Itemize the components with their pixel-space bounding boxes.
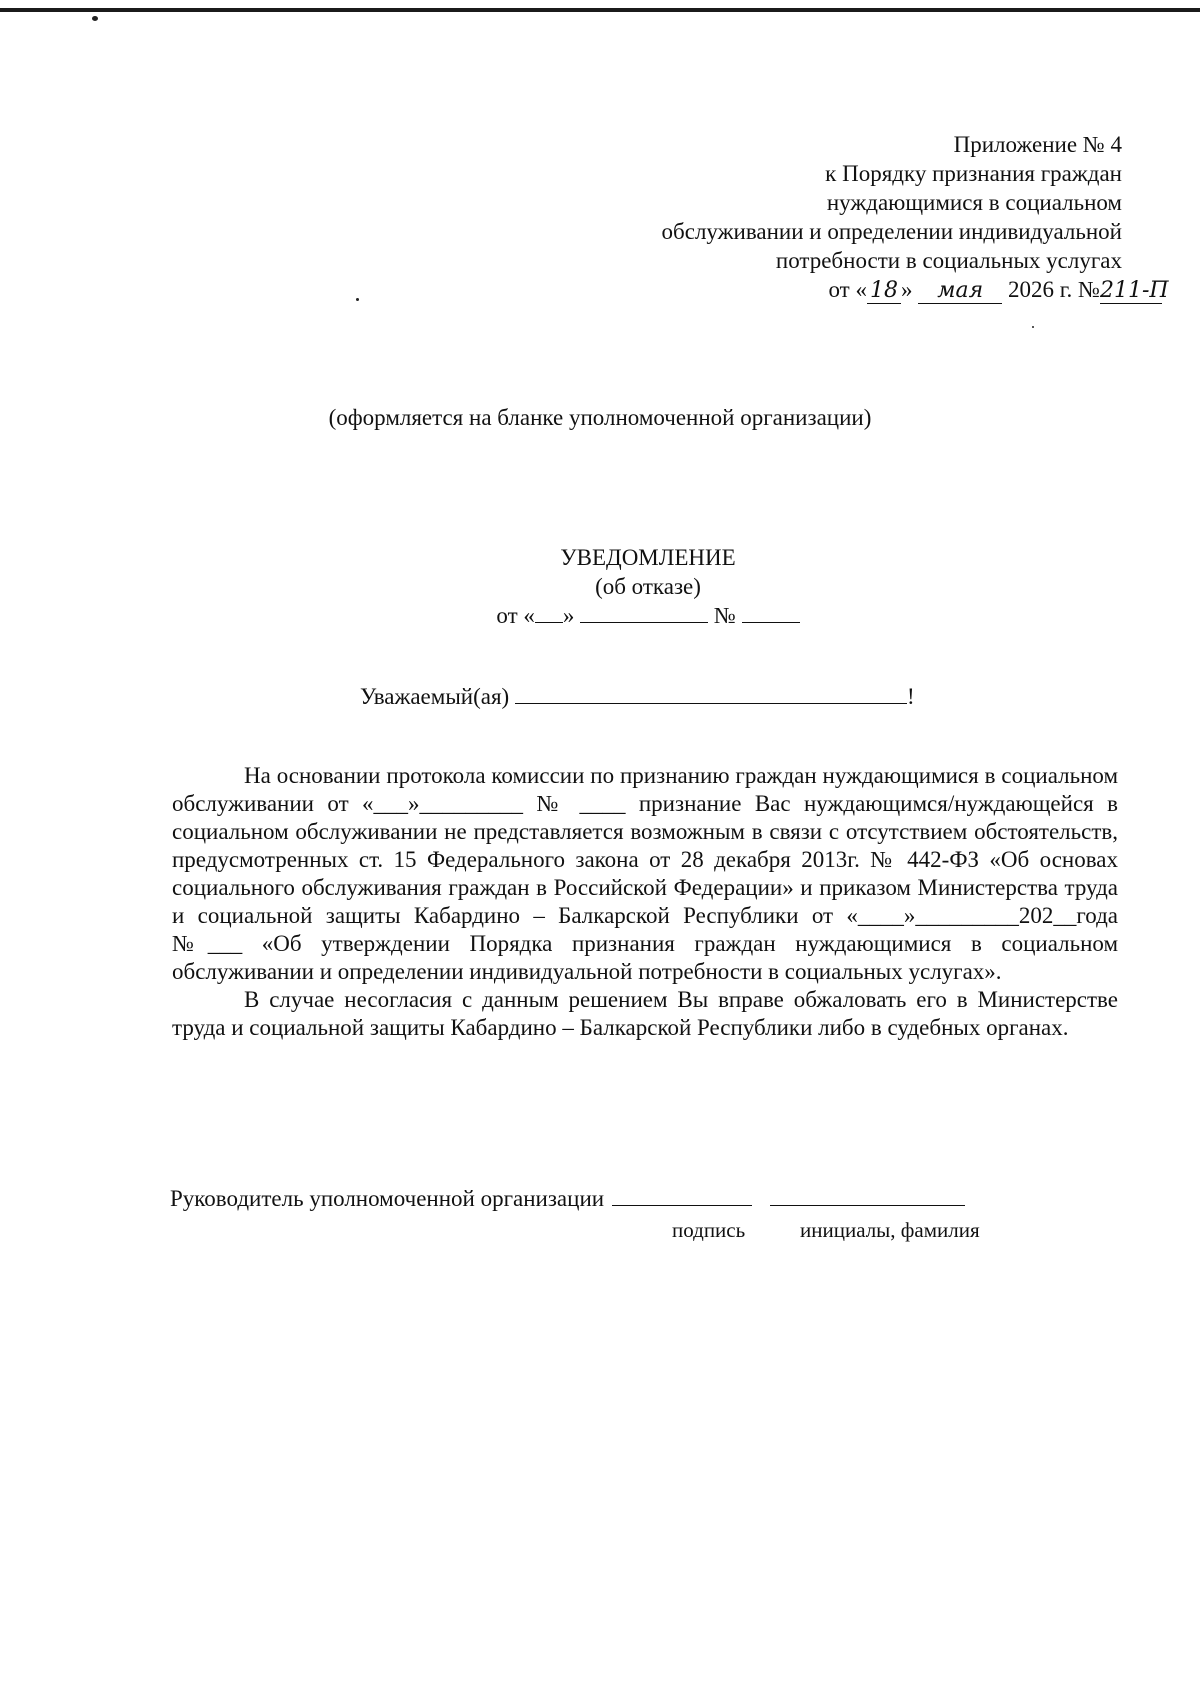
appendix-date-line <box>828 275 1169 304</box>
notice-date-close: » <box>562 603 575 628</box>
notice-subtitle: (об отказе) <box>595 574 701 599</box>
notice-body <box>172 762 1118 1042</box>
name-blank <box>770 1185 965 1206</box>
body-paragraph-1: На основании протокола комиссии по признанию граждан нуждающимися в социальном обслуживании от «___»_________ № ____ признание Вас нуждающимся/нуждающейся в социальном обслуживании не представляется возможным в связи с отсутствием обстоятельств, предусмотренных ст. 15 Федерального закона от 28 декабря 2013г. № 442-ФЗ «Об основах социального обслуживания граждан в Российской Федерации» и приказом Министерства труда и социальной защиты Кабардино – Балкарской Республики от «____»_________202__года №___ «Об утверждении Порядка признания граждан нуждающимися в социальном обслуживании и определении индивидуальной потребности в социальных услугах». <box>172 763 1118 984</box>
appendix-line-1: Приложение № 4 <box>953 132 1122 157</box>
notice-day-blank <box>535 602 563 623</box>
appendix-header <box>661 130 1169 304</box>
notice-number-blank <box>742 602 800 623</box>
greeting-label: Уважаемый(ая) <box>360 684 510 709</box>
signature-block <box>170 1185 965 1212</box>
handwritten-month: мая <box>918 279 1002 304</box>
notice-date-prefix: от « <box>496 603 535 628</box>
appendix-line-3: нуждающимися в социальном <box>826 190 1122 215</box>
recipient-name-blank <box>515 683 907 704</box>
notice-number-sign: № <box>713 603 736 628</box>
greeting-line <box>360 683 915 710</box>
notice-date-blank <box>580 602 708 623</box>
body-paragraph-2: В случае несогласия с данным решением Вы вправе обжаловать его в Министерстве труда и социальной защиты Кабардино – Балкарской Республики либо в судебных органах. <box>172 987 1118 1040</box>
name-caption: инициалы, фамилия <box>800 1218 980 1242</box>
handwritten-doc-number: 211-П <box>1100 278 1169 303</box>
appendix-line-2: к Порядку признания граждан <box>825 161 1122 186</box>
appendix-date-prefix: от « <box>828 277 867 302</box>
appendix-date-year: 2026 г. № <box>1007 277 1100 302</box>
appendix-line-5: потребности в социальных услугах <box>775 248 1122 273</box>
signature-label: Руководитель уполномоченной организации <box>170 1186 605 1211</box>
handwritten-day: 18 <box>867 279 901 304</box>
signature-blank <box>612 1185 752 1206</box>
signature-caption: подпись <box>672 1218 746 1242</box>
blank-note: (оформляется на бланке уполномоченной организации) <box>328 405 872 430</box>
notice-date-line <box>0 601 1200 630</box>
scan-speck <box>1032 326 1034 328</box>
appendix-line-4: обслуживании и определении индивидуальной <box>661 219 1122 244</box>
notice-heading <box>0 543 1200 630</box>
appendix-date-mid: » <box>900 277 913 302</box>
greeting-end: ! <box>906 684 915 709</box>
scan-speck <box>92 16 98 21</box>
scan-top-edge <box>0 8 1200 12</box>
scan-speck <box>356 298 359 301</box>
notice-title: УВЕДОМЛЕНИЕ <box>560 545 736 570</box>
